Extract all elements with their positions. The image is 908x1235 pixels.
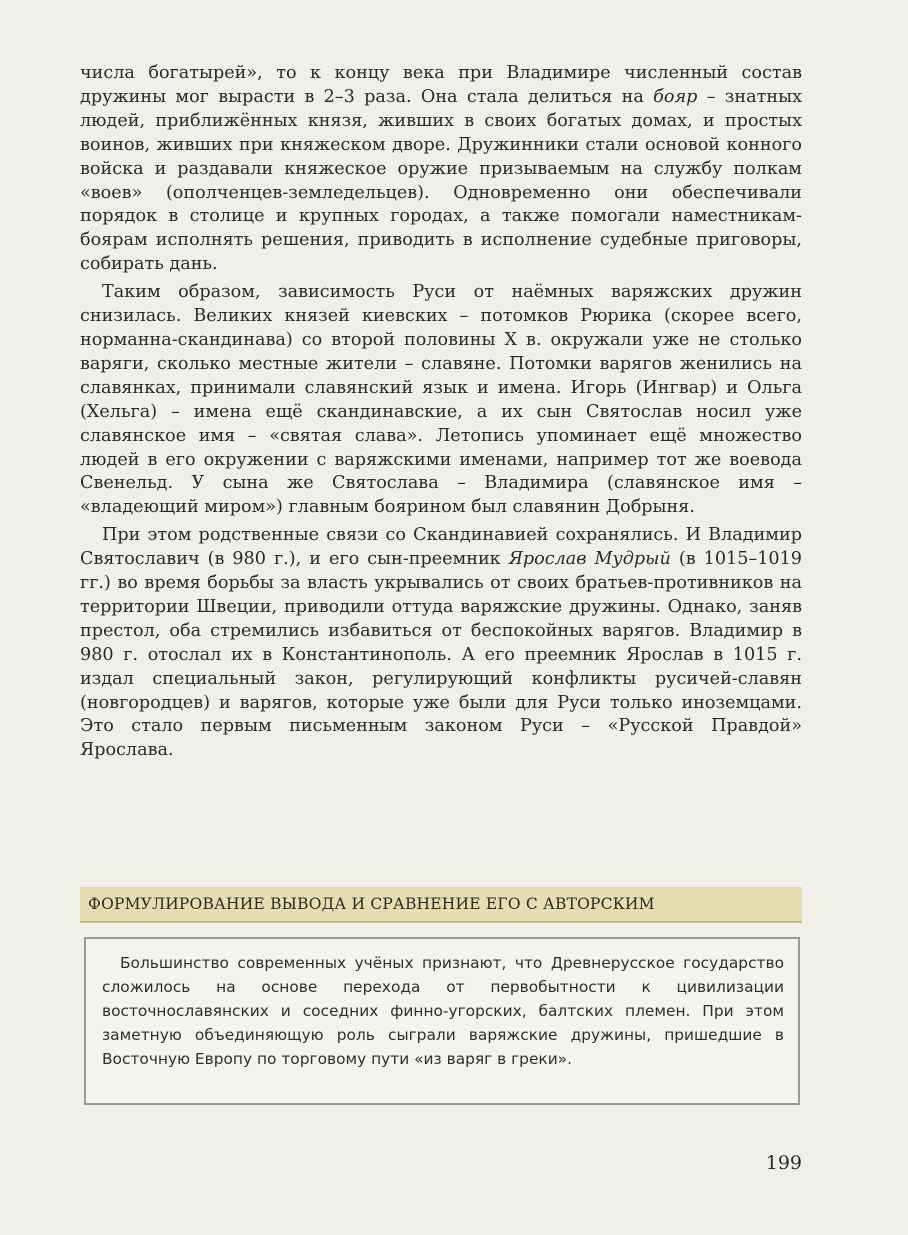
paragraph-1-text: числа богатырей», то к концу века при Владимире численный состав дружины мог вырасти в 2–3 раза. Она стала делиться на	[80, 63, 802, 107]
paragraph-3	[80, 524, 802, 763]
paragraph-1	[80, 62, 802, 277]
conclusion-text: Большинство современных учёных признают, что Древнерусское государство сложилось на основе перехода от первобытности к цивилизации восточнославянских и соседних финно-угорских, балтских племен. При этом заметную объединяющую роль сыграли варяжские дружины, пришедшие в Восточную Европу по торговому пути «из варяг в греки».	[102, 954, 784, 1068]
section-heading: ФОРМУЛИРОВАНИЕ ВЫВОДА И СРАВНЕНИЕ ЕГО С АВТОРСКИМ	[88, 895, 655, 913]
paragraph-2: Таким образом, зависимость Руси от наёмных варяжских дружин снизилась. Великих князей киевских – потомков Рюрика (скорее всего, норманна-скандинава) со второй половины X в. окружали уже не столько варяги, сколько местные жители – славяне. Потомки варягов женились на славянках, принимали славянский язык и имена. Игорь (Ингвар) и Ольга (Хельга) – имена ещё скандинавские, а их сын Святослав носил уже славянское имя – «святая слава». Летопись упоминает ещё множество людей в его окружении с варяжскими именами, например тот же воевода Свенельд. У сына же Святослава – Владимира (славянское имя – «владеющий миром») главным боярином был славянин Добрыня.	[80, 282, 802, 518]
paragraph-3-text-after: (в 1015–1019 гг.) во время борьбы за власть укрывались от своих братьев-противников на территории Швеции, приводили оттуда варяжские дружины. Однако, заняв престол, оба стремились избавиться от беспокойных варягов. Владимир в 980 г. отослал их в Константинополь. А его преемник Ярослав в 1015 г. издал специальный закон, регулирующий конфликты русичей-славян (новгородцев) и варягов, которые уже были для Руси только иноземцами. Это стало первым письменным законом Руси – «Русской Правдой» Ярослава.	[80, 549, 802, 761]
main-text	[80, 62, 802, 767]
paragraph-3-text-before: При этом родственные связи со Скандинавией сохранялись. И Владимир Святославич (в 980 г.), и его сын-преемник	[80, 525, 802, 570]
page-number: 199	[765, 1152, 802, 1174]
term-yaroslav: Ярослав Мудрый	[508, 549, 671, 570]
conclusion-box	[84, 937, 800, 1105]
section-heading-band	[80, 887, 802, 923]
term-boyar: бояр	[653, 86, 698, 107]
paragraph-1-rest: – знатных людей, приближённых князя, живших в своих богатых домах, и простых воинов, живших при княжеском дворе. Дружинники стали основой конного войска и раздавали княжеское оружие призываемым на службу полкам «воев» (ополченцев-земледельцев). Одновременно они обеспечивали порядок в столице и крупных городах, а также помогали наместникам-боярам исполнять решения, приводить в исполнение судебные приговоры, собирать дань.	[80, 86, 802, 275]
